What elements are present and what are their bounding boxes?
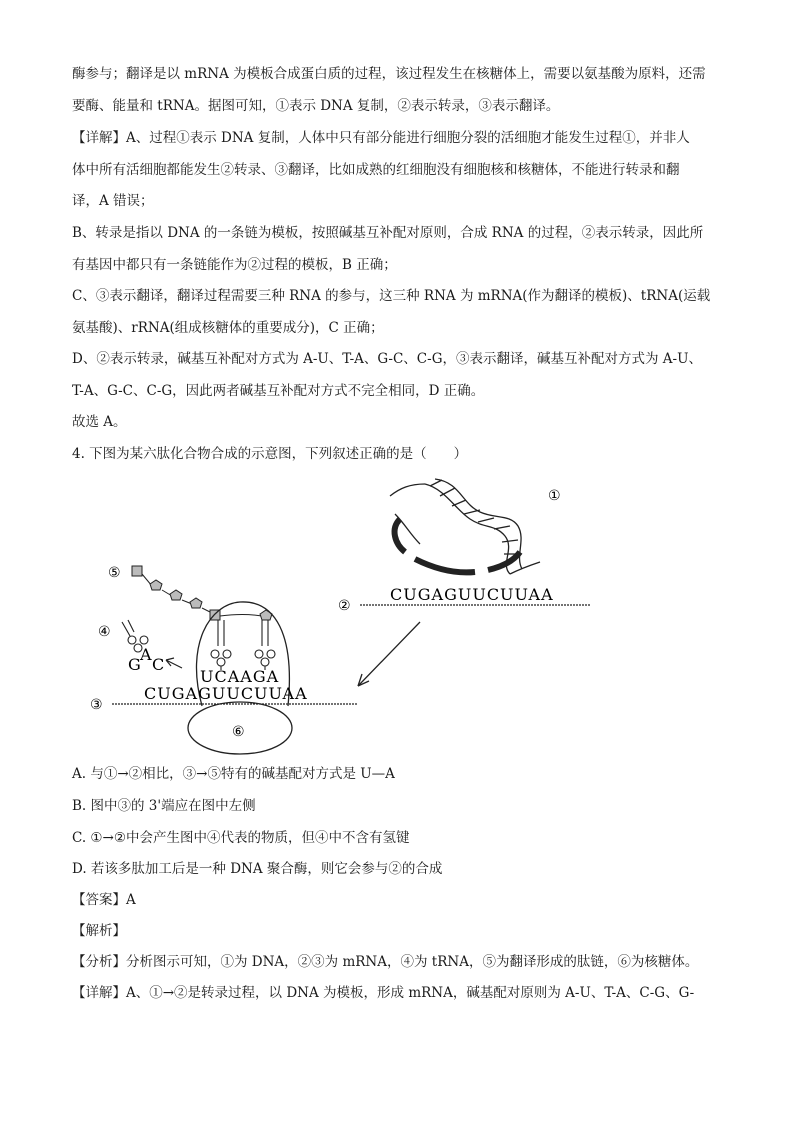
- paragraph-line: 酶参与；翻译是以 mRNA 为模板合成蛋白质的过程，该过程发生在核糖体上，需要以氨基酸为原料，还需: [72, 66, 706, 82]
- free-anticodon-a: A: [140, 645, 153, 664]
- paragraph-line: 氨基酸)、rRNA(组成核糖体的重要成分)，C 正确；: [72, 320, 384, 336]
- label-5: ⑤: [108, 565, 121, 581]
- arrow-icon: [358, 622, 420, 686]
- peptide-synthesis-figure: [90, 474, 610, 764]
- free-anticodon-g: G: [128, 655, 142, 674]
- paragraph-line: 译，A 错误；: [72, 193, 154, 209]
- paragraph-line: 有基因中都只有一条链能作为②过程的模板，B 正确；: [72, 257, 397, 273]
- label-2: ②: [338, 598, 351, 614]
- paragraph-line: 体中所有活细胞都能发生②转录、③翻译，比如成熟的红细胞没有细胞核和核糖体，不能进行转录和翻: [72, 162, 680, 178]
- label-3: ③: [90, 697, 103, 713]
- analysis-line: 【详解】A、①→②是转录过程，以 DNA 为模板，形成 mRNA，碱基配对原则为 A-U、T-A、C-G、G-: [72, 985, 695, 1001]
- anticodon-sequence: UCAAGA: [200, 667, 280, 686]
- answer: 【答案】A: [72, 892, 136, 908]
- label-6: ⑥: [232, 724, 245, 740]
- trna-icon: [211, 620, 275, 670]
- paragraph-line: D、②表示转录，碱基互补配对方式为 A-U、T-A、G-C、C-G，③表示翻译，碱基互补配对方式为 A-U、: [72, 351, 702, 367]
- option-c: C. ①→②中会产生图中④代表的物质，但④中不含有氢键: [72, 830, 410, 846]
- option-a: A. 与①→②相比，③→⑤特有的碱基配对方式是 U—A: [72, 766, 395, 782]
- label-1: ①: [548, 488, 561, 504]
- option-d: D. 若该多肽加工后是一种 DNA 聚合酶，则它会参与②的合成: [72, 861, 443, 877]
- paragraph-line: 故选 A。: [72, 414, 127, 430]
- analysis-line: 【分析】分析图示可知，①为 DNA，②③为 mRNA，④为 tRNA，⑤为翻译形成的肽链，⑥为核糖体。: [72, 954, 699, 970]
- paragraph-line: C、③表示翻译，翻译过程需要三种 RNA 的参与，这三种 RNA 为 mRNA(作为翻译的模板)、tRNA(运载: [72, 288, 711, 304]
- mrna-sequence-bottom: CUGAGUUCUUAA: [144, 684, 308, 703]
- mrna-sequence-top: CUGAGUUCUUAA: [390, 585, 554, 604]
- option-b: B. 图中③的 3'端应在图中左侧: [72, 798, 256, 814]
- paragraph-line: 【详解】A、过程①表示 DNA 复制，人体中只有部分能进行细胞分裂的活细胞才能发生过程①，并非人: [72, 130, 690, 146]
- free-anticodon-c: C: [152, 655, 166, 674]
- analysis-title: 【解析】: [72, 923, 126, 939]
- question-stem: 4. 下图为某六肽化合物合成的示意图，下列叙述正确的是（ ）: [72, 446, 468, 462]
- peptide-chain: [132, 566, 272, 620]
- label-4: ④: [98, 624, 111, 640]
- paragraph-line: T-A、G-C、C-G，因此两者碱基互补配对方式不完全相同，D 正确。: [72, 383, 485, 399]
- paragraph-line: 要酶、能量和 tRNA。据图可知，①表示 DNA 复制，②表示转录，③表示翻译。: [72, 98, 560, 114]
- paragraph-line: B、转录是指以 DNA 的一条链为模板，按照碱基互补配对原则，合成 RNA 的过程，②表示转录，因此所: [72, 225, 704, 241]
- dna-helix-icon: [390, 479, 540, 574]
